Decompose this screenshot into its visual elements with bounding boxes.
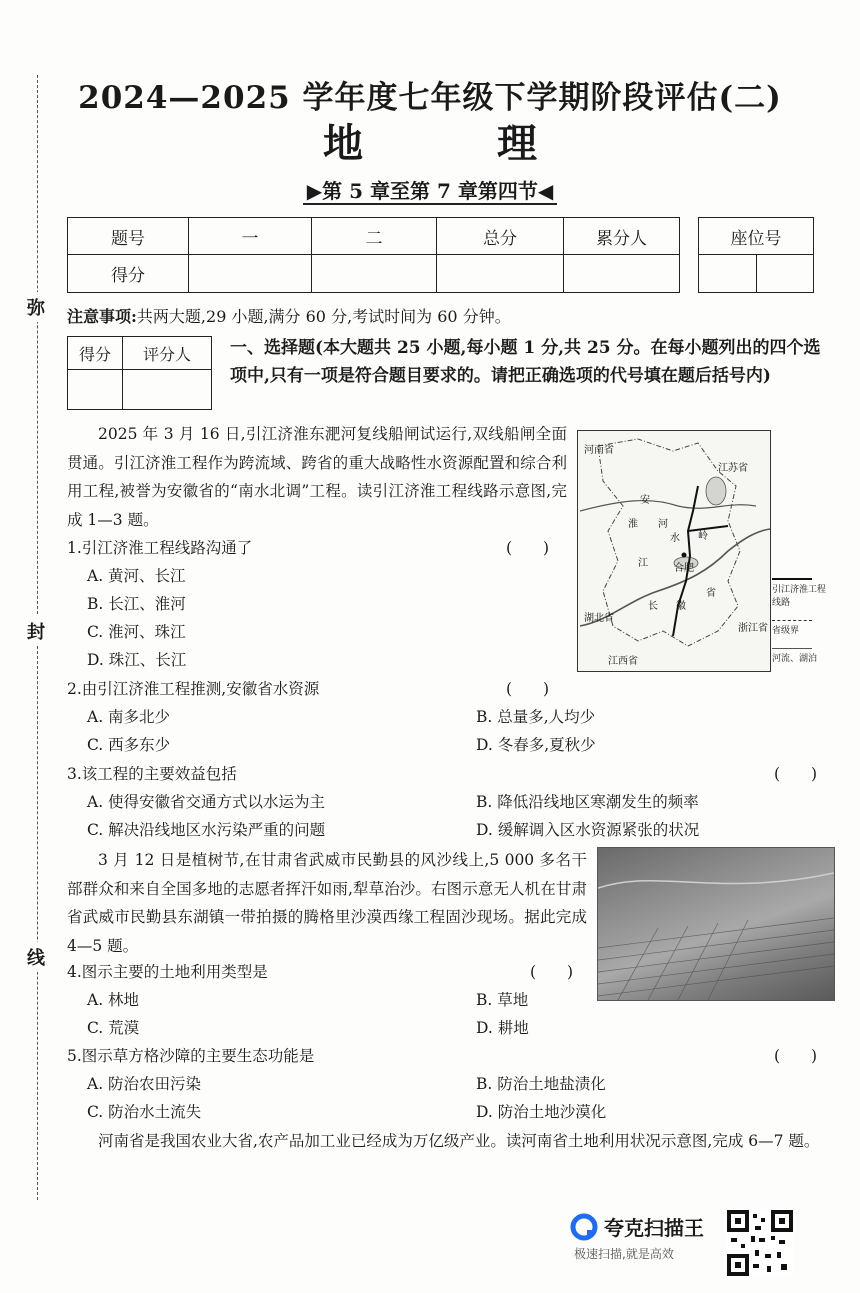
route-map [577, 430, 771, 672]
map-label: 长 [648, 601, 658, 612]
option: D. 防治土地沙漠化 [476, 1103, 607, 1121]
option: C. 防治水土流失 [87, 1103, 202, 1121]
legend-route-label: 引江济淮工程线路 [772, 585, 827, 608]
route-map-svg [578, 431, 770, 671]
score-header: 题号 [68, 218, 189, 255]
map-label: 河 [658, 519, 668, 530]
scanner-watermark [570, 1212, 704, 1262]
sand-fixation-photo [597, 847, 835, 1001]
score-header: 二 [312, 218, 437, 255]
answer-bracket-2[interactable]: ( ) [506, 680, 550, 698]
hefei-marker [682, 553, 687, 558]
option: B. 防治土地盐渍化 [476, 1075, 606, 1093]
notice-text: 共两大题,29 小题,满分 60 分,考试时间为 60 分钟。 [136, 307, 511, 326]
option: D. 缓解调入区水资源紧张的状况 [476, 821, 700, 839]
question-3: 3.该工程的主要效益包括 [67, 765, 237, 783]
answer-bracket-3[interactable]: ( ) [774, 765, 818, 783]
score-table [67, 217, 680, 293]
map-label: 江苏省 [718, 463, 748, 474]
score-row-label: 得分 [68, 255, 189, 293]
passage-3: 河南省是我国农业大省,农产品加工业已经成为万亿级产业。读河南省土地利用状况示意图,完成 6—7 题。 [98, 1132, 820, 1150]
question-2: 2.由引江济淮工程推测,安徽省水资源 [67, 680, 320, 698]
grader-label: 评分人 [123, 337, 212, 370]
legend-boundary-label: 省级界 [772, 626, 800, 636]
grader-cell[interactable] [68, 370, 123, 410]
option: D. 冬春多,夏秋少 [476, 736, 596, 754]
map-label: 安 [640, 495, 650, 506]
scanner-slogan: 极速扫描,就是高效 [574, 1247, 674, 1261]
grader-score-label: 得分 [68, 337, 123, 370]
margin-char-xian: 线 [27, 942, 45, 972]
map-label: 江 [638, 558, 648, 569]
question-4: 4.图示主要的土地利用类型是 [67, 963, 268, 981]
option: A. 防治农田污染 [87, 1075, 202, 1093]
qr-code-icon [727, 1210, 793, 1276]
score-cell[interactable] [437, 255, 564, 293]
seat-cell[interactable] [756, 255, 814, 293]
seat-label: 座位号 [699, 218, 814, 255]
option: C. 荒漠 [87, 1019, 140, 1037]
exam-title: 2024—2025 学年度七年级下学期阶段评估(二) [78, 80, 782, 116]
option: A. 林地 [87, 991, 140, 1009]
question-5: 5.图示草方格沙障的主要生态功能是 [67, 1047, 315, 1065]
map-legend [772, 578, 830, 664]
option: C. 解决沿线地区水污染严重的问题 [87, 821, 326, 839]
passage-2: 3 月 12 日是植树节,在甘肃省武威市民勤县的风沙线上,5 000 多名干部群众和来自全国多地的志愿者挥汗如雨,犁草治沙。右图示意无人机在甘肃省武威市民勤县东湖镇一带拍摄的腾格里沙漠西缘工程固沙现场。据此完成 4—5 题。 [67, 851, 587, 955]
hongze-lake [706, 477, 726, 505]
option: B. 草地 [476, 991, 529, 1009]
notice-label: 注意事项: [67, 307, 137, 326]
option: D. 耕地 [476, 1019, 529, 1037]
score-cell[interactable] [564, 255, 680, 293]
answer-bracket-1[interactable]: ( ) [506, 539, 550, 557]
map-label: 淮 [628, 519, 638, 530]
grader-cell[interactable] [123, 370, 212, 410]
legend-river-swatch [772, 648, 812, 649]
score-header: 累分人 [564, 218, 680, 255]
option: A. 黄河、长江 [87, 567, 186, 585]
score-header: 一 [189, 218, 312, 255]
answer-bracket-5[interactable]: ( ) [774, 1047, 818, 1065]
margin-char-mi: 弥 [27, 292, 45, 322]
map-label: 江西省 [608, 656, 638, 667]
subject-title: 地 理 [323, 120, 597, 167]
map-label: 水 [670, 533, 680, 544]
option: A. 使得安徽省交通方式以水运为主 [87, 793, 326, 811]
answer-bracket-4[interactable]: ( ) [530, 963, 574, 981]
chapter-scope-text: ▶第 5 章至第 7 章第四节◀ [303, 179, 557, 205]
map-label: 省 [706, 588, 716, 599]
map-label: 湖北省 [584, 613, 614, 624]
score-header: 总分 [437, 218, 564, 255]
seat-cell[interactable] [699, 255, 757, 293]
option: A. 南多北少 [87, 708, 171, 726]
question-1: 1.引江济淮工程线路沟通了 [67, 539, 253, 557]
map-label: 河南省 [584, 445, 614, 456]
grader-table [67, 336, 212, 410]
huai-river [580, 501, 756, 511]
project-route-branch [688, 526, 728, 531]
score-cell[interactable] [189, 255, 312, 293]
map-label: 合肥 [674, 563, 694, 574]
scanner-logo-icon [570, 1213, 598, 1241]
map-label: 岭 [698, 531, 708, 542]
option: B. 长江、淮河 [87, 595, 186, 613]
margin-char-feng: 封 [27, 616, 45, 646]
legend-river-label: 河流、湖泊 [772, 654, 818, 664]
legend-route-swatch [772, 578, 812, 580]
option: D. 珠江、长江 [87, 651, 187, 669]
section-heading: 一、选择题(本大题共 25 小题,每小题 1 分,共 25 分。在每小题列出的四个选项中,只有一项是符合题目要求的。请把正确选项的代号填在题后括号内) [230, 338, 821, 386]
option: B. 总量多,人均少 [476, 708, 596, 726]
seat-table [698, 217, 814, 293]
chapter-scope [0, 175, 860, 204]
map-label: 浙江省 [738, 623, 768, 634]
option: C. 淮河、珠江 [87, 623, 186, 641]
passage-1: 2025 年 3 月 16 日,引江济淮东淝河复线船闸试运行,双线船闸全面贯通。引江济淮工程作为跨流域、跨省的重大战略性水资源配置和综合利用工程,被誉为安徽省的“南水北调”工程。读引江济淮工程线路示意图,完成 1—3 题。 [67, 425, 567, 529]
option: B. 降低沿线地区寒潮发生的频率 [476, 793, 699, 811]
scanner-brand-name: 夸克扫描王 [604, 1216, 704, 1240]
photo-texture [598, 848, 834, 1000]
legend-boundary-swatch [772, 620, 812, 621]
option: C. 西多东少 [87, 736, 171, 754]
score-cell[interactable] [312, 255, 437, 293]
map-label: 徽 [676, 601, 686, 612]
notice [67, 304, 511, 327]
